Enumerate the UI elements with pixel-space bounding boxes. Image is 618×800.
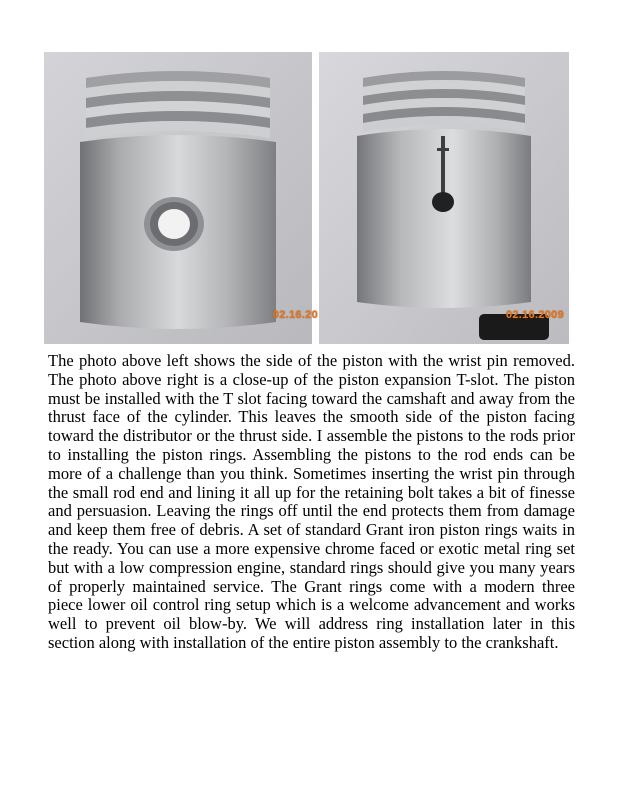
piston-ring-lands bbox=[363, 71, 525, 132]
article-paragraph: The photo above left shows the side of the piston with the wrist pin removed. The photo above right is a close-up of the piston expansion T-slot. The piston must be installed with the T slot facing toward the camshaft and away from the thrust face of the cylinder. This leaves the smooth side of the piston facing toward the distributor or the thrust side. I assemble the pistons to the rods prior to installing the piston rings. Assembling the pistons to the rod ends can be more of a challenge than you think. Sometimes inserting the wrist pin through the small rod end and lining it all up for the retaining bolt takes a bit of finesse and persuasion. Leaving the rings off until the end protects them from damage and keep them free of debris. A set of standard Grant iron piston rings waits in the ready. You can use a more expensive chrome faced or exotic metal ring set but with a low compression engine, standard rings should give you many years of properly maintained service. The Grant rings come with a modern three piece lower oil control ring setup which is a welcome advancement and works well to prevent oil blow-by. We will address ring installation later in this section along with installation of the entire piston assembly to the crankshaft. bbox=[48, 351, 575, 652]
photo-date-stamp: 02.16.20 bbox=[272, 309, 318, 321]
wrist-pin-bore bbox=[144, 197, 204, 251]
piston-tslot-illustration bbox=[319, 52, 569, 344]
piston-tslot-photo bbox=[319, 52, 569, 344]
piston-ring-lands bbox=[86, 71, 270, 138]
photo-date-stamp: 02.16.2009 bbox=[505, 309, 564, 321]
piston-side-photo bbox=[44, 52, 318, 344]
piston-side-illustration bbox=[44, 52, 312, 344]
